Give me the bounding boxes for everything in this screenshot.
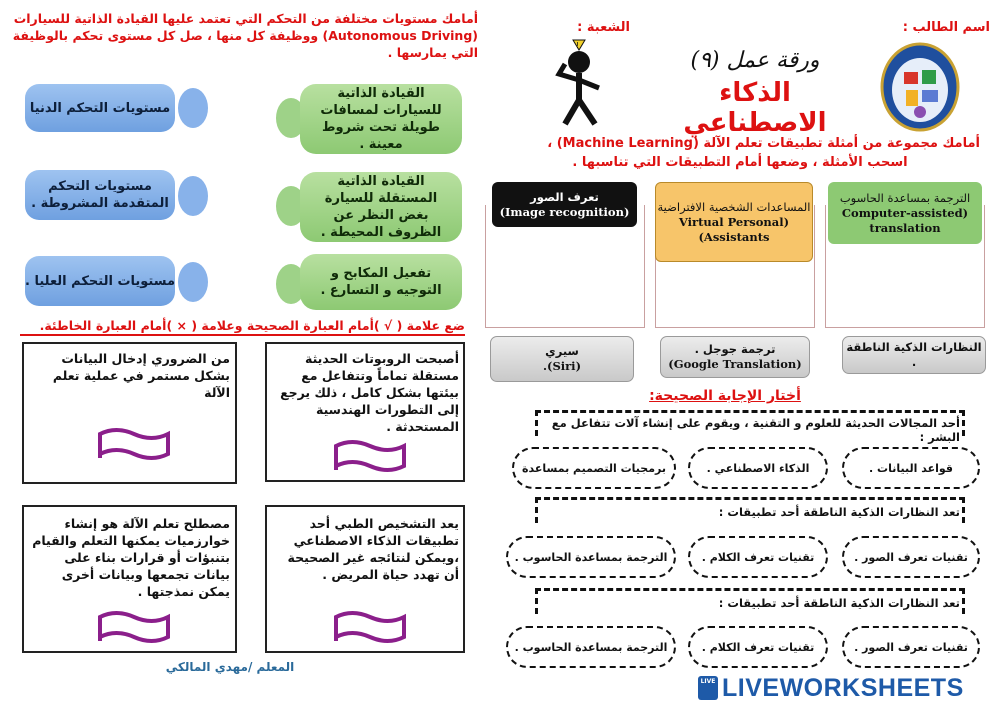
example-label-ar: سيري [545,344,579,358]
q2-option-3[interactable] [506,536,676,578]
svg-text:!: ! [576,41,580,50]
function-box-3[interactable] [300,254,462,310]
category-image-recognition [492,182,637,227]
level-box-1[interactable] [25,84,175,132]
option-label: تقنيات تعرف الكلام . [701,550,815,564]
q2-option-1[interactable] [842,536,980,578]
question-3: تعد النظارات الذكية الناطقة أحد تطبيقات : [718,596,960,610]
category-label-ar: تعرف الصور [530,189,599,204]
tf-card-4 [22,505,237,653]
ml-instruction-2: اسحب الأمثلة ، وضعها أمام التطبيقات التي تناسبها . [572,155,908,170]
school-logo-icon [880,42,960,132]
option-label: الذكاء الاصطناعي . [706,461,810,475]
answer-flag-icon[interactable] [94,424,174,464]
ml-instruction-1: أمامك مجموعة من أمثلة تطبيقات تعلم الآلة (Machine Learning) ، [547,136,980,151]
example-label-en: (Siri). [543,359,582,373]
level-label: مستويات التحكم المتقدمة المشروطة . [31,179,169,211]
category-label-ar: الترجمة بمساعدة الحاسوب [839,190,971,205]
category-label-ar: المساعدات الشخصية الافتراضية [657,199,811,214]
option-label: الترجمة بمساعدة الحاسوب . [514,640,668,654]
category-label-en: (Computer-assisted translation [841,205,969,235]
question-1: أحد المجالات الحديثة للعلوم و التقنية ، ويقوم على إنشاء آلات تتفاعل مع البشر : [551,416,960,444]
level-label: مستويات التحكم العليا . [24,273,175,289]
option-label: تقنيات تعرف الكلام . [701,640,815,654]
matching-instruction: أمامك مستويات مختلفة من التحكم التي تعتمد عليها القيادة الذاتية للسيارات (Autonomous Driving) ووظيفة كل منها ، صل كل مستوى تحكم بالوظيفة التي يمارسها . [12,11,478,60]
logo-badge-text: LIVE [700,678,716,685]
question-2: تعد النظارات الذكية الناطقة أحد تطبيقات : [718,505,960,519]
example-label-en: (Google Translation) [668,357,802,371]
q1-option-1[interactable] [842,447,980,489]
function-label: تفعيل المكابح و التوجيه و التسارع . [320,266,442,298]
level-box-3[interactable] [25,256,175,306]
tf-statement: أصبحت الروبوتات الحديثة مستقلة تماماً وتتفاعل مع بيئتها بشكل كامل ، ذلك يرجع إلى التطورات الهندسية المستحدثة . [280,351,459,434]
tf-statement: مصطلح تعلم الآلة هو إنشاء خوارزميات يمكنها التعلم والقيام بتنبؤات أو قرارات بناء على بيانات تجمعها وبيانات أخرى يمكن نمذجتها . [32,516,230,599]
level-label: مستويات التحكم الدنيا [29,100,171,116]
tf-statement: يعد التشخيص الطبي أحد تطبيقات الذكاء الاصطناعي ،ويمكن لنتائجه غير الصحيحة أن تهدد حياة المريض . [287,516,459,582]
answer-flag-icon[interactable] [94,607,174,647]
function-box-2[interactable] [300,172,462,242]
mcq-title: أختار الإجابة الصحيحة: [649,388,801,404]
tf-card-1 [265,342,465,482]
liveworksheets-logo-icon [698,676,718,700]
teacher-name: المعلم /مهدي المالكي [165,660,295,674]
function-label: القيادة الذاتية للسيارات لمسافات طويلة تحت شروط معينة . [320,86,442,152]
thinking-figure-icon [545,38,615,128]
example-label-ar: النظارات الذكية الناطقة . [846,340,982,369]
q2-option-2[interactable] [688,536,828,578]
q3-option-3[interactable] [506,626,676,668]
option-label: قواعد البيانات . [869,461,953,475]
answer-flag-icon[interactable] [330,436,410,476]
level-box-2[interactable] [25,170,175,220]
tf-card-3 [265,505,465,653]
option-label: تقنيات تعرف الصور . [854,640,968,654]
liveworksheets-brand: LIVEWORKSHEETS [722,674,964,702]
connector-dot-level-1[interactable] [178,88,208,128]
function-label: القيادة الذاتية المستقلة للسيارة بغض النظر عن الظروف المحيطة . [320,174,442,240]
answer-flag-icon[interactable] [330,607,410,647]
function-box-1[interactable] [300,84,462,154]
option-label: الترجمة بمساعدة الحاسوب . [514,550,668,564]
q3-option-2[interactable] [688,626,828,668]
q3-option-1[interactable] [842,626,980,668]
category-label-en: (Image recognition) [499,204,630,219]
section-label: الشعبة : [577,20,630,35]
category-label-en: (Virtual Personal Assistants) [678,214,790,244]
example-chip-google-translation[interactable] [660,336,810,378]
tf-card-2 [22,342,237,484]
subject-title: الذكاء الاصطناعي [683,78,827,138]
q1-option-3[interactable] [512,447,676,489]
connector-dot-level-2[interactable] [178,176,208,216]
worksheet-title: ورقة عمل (٩) [690,48,820,73]
example-label-ar: ترجمة جوجل . [694,342,776,356]
example-chip-siri[interactable] [490,336,634,382]
truefalse-instruction: ضع علامة ( √ )أمام العبارة الصحيحة وعلامة ( × )أمام العبارة الخاطئة. [20,318,465,336]
q1-option-2[interactable] [688,447,828,489]
student-name-label: اسم الطالب : [902,20,990,35]
category-virtual-assistants [655,182,813,262]
connector-dot-level-3[interactable] [178,262,208,302]
option-label: تقنيات تعرف الصور . [854,550,968,564]
tf-statement: من الضروري إدخال البيانات بشكل مستمر في عملية تعلم الآلة [52,351,230,400]
example-chip-smart-glasses[interactable] [842,336,986,374]
option-label: برمجيات التصميم بمساعدة [522,461,666,475]
category-computer-translation [828,182,982,244]
